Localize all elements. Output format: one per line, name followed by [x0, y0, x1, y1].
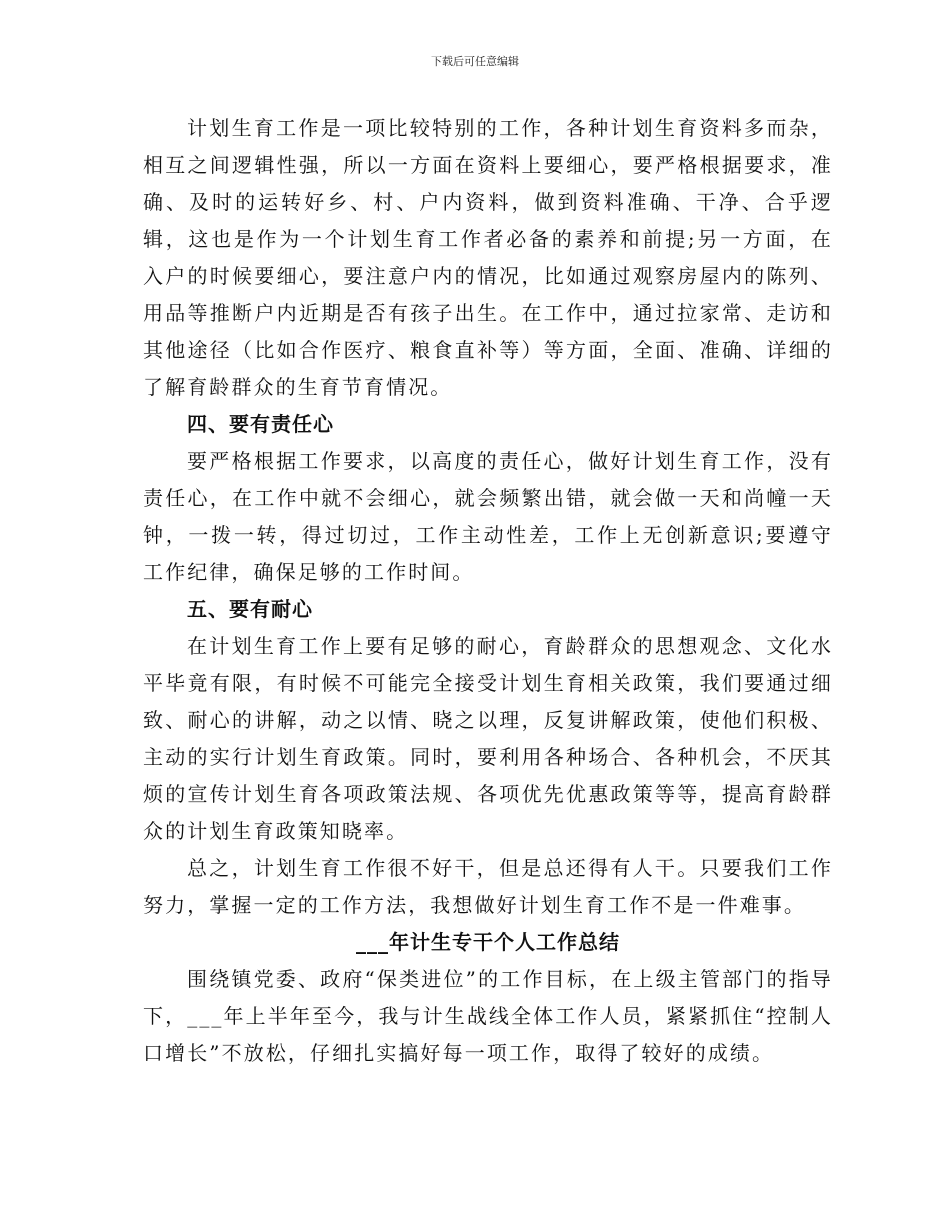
paragraph-summary-intro: 围绕镇党委、政府“保类进位”的工作目标，在上级主管部门的指导下，___年上半年至今，我与计生战线全体工作人员，紧紧抓住“控制人口增长”不放松，仔细扎实搞好每一项工作，取得了较好的成绩。	[143, 967, 833, 1065]
document-title: ___年计生专干个人工作总结	[356, 930, 620, 954]
header-note: 下载后可任意编辑	[431, 55, 519, 68]
section-heading-patience: 五、要有耐心	[187, 597, 313, 621]
paragraph-responsibility: 要严格根据工作要求，以高度的责任心，做好计划生育工作，没有责任心，在工作中就不会细心，就会频繁出错，就会做一天和尚幢一天钟，一拨一转，得过切过，工作主动性差，工作上无创新意识;要遵守工作纪律，确保足够的工作时间。	[143, 449, 833, 584]
section-heading-responsibility: 四、要有责任心	[187, 412, 334, 436]
paragraph-conclusion: 总之，计划生育工作很不好干，但是总还得有人干。只要我们工作努力，掌握一定的工作方法，我想做好计划生育工作不是一件难事。	[143, 856, 833, 917]
paragraph-detail-care: 计划生育工作是一项比较特别的工作，各种计划生育资料多而杂，相互之间逻辑性强，所以一方面在资料上要细心，要严格根据要求，准确、及时的运转好乡、村、户内资料，做到资料准确、干净、合乎逻辑，这也是作为一个计划生育工作者必备的素养和前提;另一方面，在入户的时候要细心，要注意户内的情况，比如通过观察房屋内的陈列、用品等推断户内近期是否有孩子出生。在工作中，通过拉家常、走访和其他途径（比如合作医疗、粮食直补等）等方面，全面、准确、详细的了解育龄群众的生育节育情况。	[143, 116, 833, 399]
document-body	[143, 110, 833, 1072]
paragraph-patience: 在计划生育工作上要有足够的耐心，育龄群众的思想观念、文化水平毕竟有限，有时候不可能完全接受计划生育相关政策，我们要通过细致、耐心的讲解，动之以情、晓之以理，反复讲解政策，使他们积极、主动的实行计划生育政策。同时，要利用各种场合、各种机会，不厌其烦的宣传计划生育各项政策法规、各项优先优惠政策等等，提高育龄群众的计划生育政策知晓率。	[143, 634, 833, 843]
